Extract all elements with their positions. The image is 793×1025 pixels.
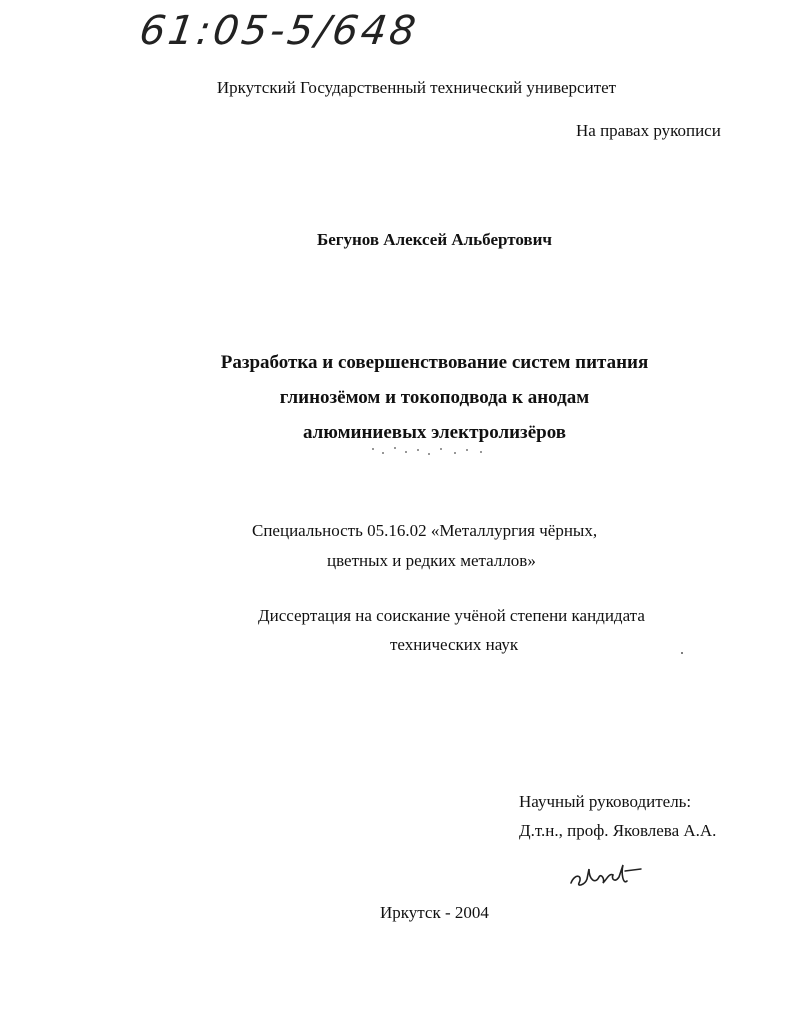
scan-dot xyxy=(681,652,683,654)
dissertation-line-2: технических наук xyxy=(390,635,519,654)
rights-note: На правах рукописи xyxy=(576,121,721,140)
archive-code: 61:05-5/648 xyxy=(136,8,422,54)
dissertation-line-1: Диссертация на соискание учёной степени кандидата xyxy=(258,606,645,625)
author-name: Бегунов Алексей Альбертович xyxy=(316,230,552,249)
scan-artifact xyxy=(370,446,500,458)
thesis-title-line: алюминиевых электролизёров xyxy=(303,422,566,443)
specialty-line-2: цветных и редких металлов» xyxy=(327,551,536,570)
supervisor-name: Д.т.н., проф. Яковлева А.А. xyxy=(519,821,717,840)
specialty-line-1: Специальность 05.16.02 «Металлургия чёрных, xyxy=(252,521,598,540)
thesis-title-line: Разработка и совершенствование систем питания xyxy=(220,352,649,373)
thesis-title xyxy=(0,345,793,450)
supervisor-label: Научный руководитель: xyxy=(519,792,692,811)
signature xyxy=(565,855,645,895)
thesis-title-line: глинозёмом и токоподвода к анодам xyxy=(279,387,590,408)
university-name: Иркутский Государственный технический университет xyxy=(216,78,617,97)
city-year: Иркутск - 2004 xyxy=(380,903,489,922)
